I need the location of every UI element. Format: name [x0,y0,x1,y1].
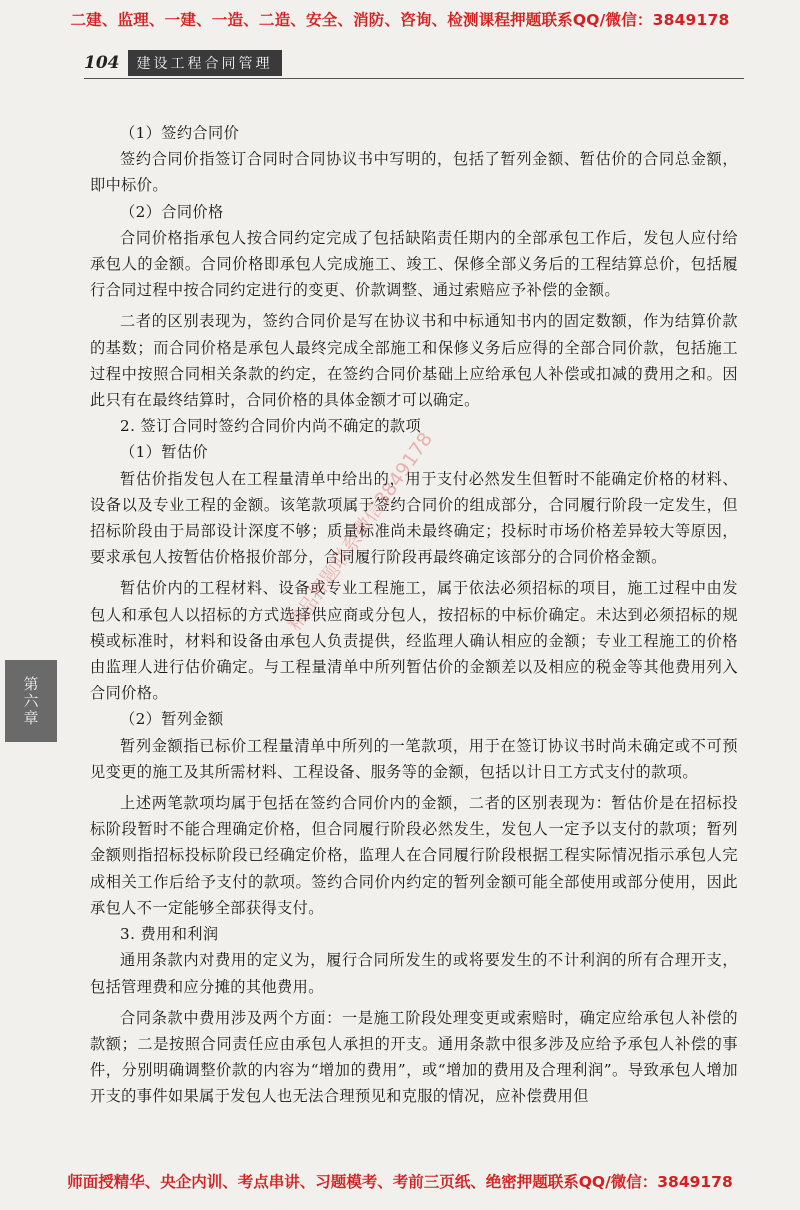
body-paragraph: 合同价格指承包人按合同约定完成了包括缺陷责任期内的全部承包工作后，发包人应付给承包人的金额。合同价格即承包人完成施工、竣工、保修全部义务后的工程结算总价，包括履行合同过程中按合同约定进行的变更、价款调整、通过索赔应予补偿的金额。 [90,228,738,300]
body-paragraph: 合同条款中费用涉及两个方面：一是施工阶段处理变更或索赔时，确定应给承包人补偿的款额；二是按照合同责任应由承包人承担的开支。通用条款中很多涉及应给予承包人补偿的事件，分别明确调整价款的内容为“增加的费用”，或“增加的费用及合理利润”。导致承包人增加开支的事件如果属于发包人也无法合理预见和克服的情况，应补偿费用但 [90,1008,738,1106]
section-heading: （2）暂列金额 [120,710,224,729]
page-body [90,120,738,1110]
body-paragraph: 暂列金额指已标价工程量清单中所列的一笔款项，用于在签订协议书时尚未确定或不可预见变更的施工及其所需材料、工程设备、服务等的金额，包括以计日工方式支付的款项。 [90,736,738,781]
header-divider [84,78,744,79]
section-heading: （2）合同价格 [120,202,224,221]
page-number: 104 [84,53,120,73]
body-paragraph: 暂估价内的工程材料、设备或专业工程施工，属于依法必须招标的项目，施工过程中由发包人和承包人以招标的方式选择供应商或分包人，按招标的中标价确定。未达到必须招标的规模或标准时，材料和设备由承包人负责提供，经监理人确认相应的金额；专业工程施工的价格由监理人进行估价确定。与工程量清单中所列暂估价的金额差以及相应的税金等其他费用列入合同价格。 [90,579,738,703]
watermark: 精品押题联系微信3849178 [283,428,438,635]
section-heading: （1）签约合同价 [120,124,240,142]
chapter-tab: 第六章 [5,660,57,742]
body-paragraph: 签约合同价指签订合同时合同协议书中写明的，包括了暂列金额、暂估价的合同总金额，即中标价。 [90,150,738,195]
body-paragraph: 暂估价指发包人在工程量清单中给出的，用于支付必然发生但暂时不能确定价格的材料、设备以及专业工程的金额。该笔款项属于签约合同价的组成部分，合同履行阶段一定发生，但招标阶段由于局部设计深度不够；质量标准尚未最终确定；投标时市场价格差异较大等原因，要求承包人按暂估价格报价部分，合同履行阶段再最终确定该部分的合同价格金额。 [90,469,738,567]
page-header [84,50,744,76]
section-heading: 3. 费用和利润 [120,925,219,944]
body-paragraph: 上述两笔款项均属于包括在签约合同价内的金额，二者的区别表现为：暂估价是在招标投标阶段暂时不能合理确定价格，但合同履行阶段必然发生，发包人一定予以支付的款项；暂列金额则指招标投标阶段已经确定价格，监理人在合同履行阶段根据工程实际情况指示承包人完成相关工作后给予支付的款项。签约合同价内约定的暂列金额可能全部使用或部分使用，因此承包人不一定能够全部获得支付。 [90,794,738,917]
section-heading: 2. 签订合同时签约合同价内尚不确定的款项 [120,417,422,436]
section-heading: （1）暂估价 [120,443,209,462]
body-paragraph: 二者的区别表现为，签约合同价是写在协议书和中标通知书内的固定数额，作为结算价款的基数；而合同价格是承包人最终完成全部施工和保修义务后应得的全部合同价款，包括施工过程中按照合同相关条款的约定，在签约合同价基础上应给承包人补偿或扣减的费用之和。因此只有在最终结算时，合同价格的具体金额才可以确定。 [90,312,738,410]
book-title: 建设工程合同管理 [128,50,282,76]
top-contact-banner: 二建、监理、一建、一造、二造、安全、消防、咨询、检测课程押题联系QQ/微信：3849178 [70,11,730,29]
bottom-contact-banner: 师面授精华、央企内训、考点串讲、习题模考、考前三页纸、绝密押题联系QQ/微信：3849178 [67,1173,733,1191]
body-paragraph: 通用条款内对费用的定义为，履行合同所发生的或将要发生的不计利润的所有合理开支，包括管理费和应分摊的其他费用。 [90,951,738,996]
